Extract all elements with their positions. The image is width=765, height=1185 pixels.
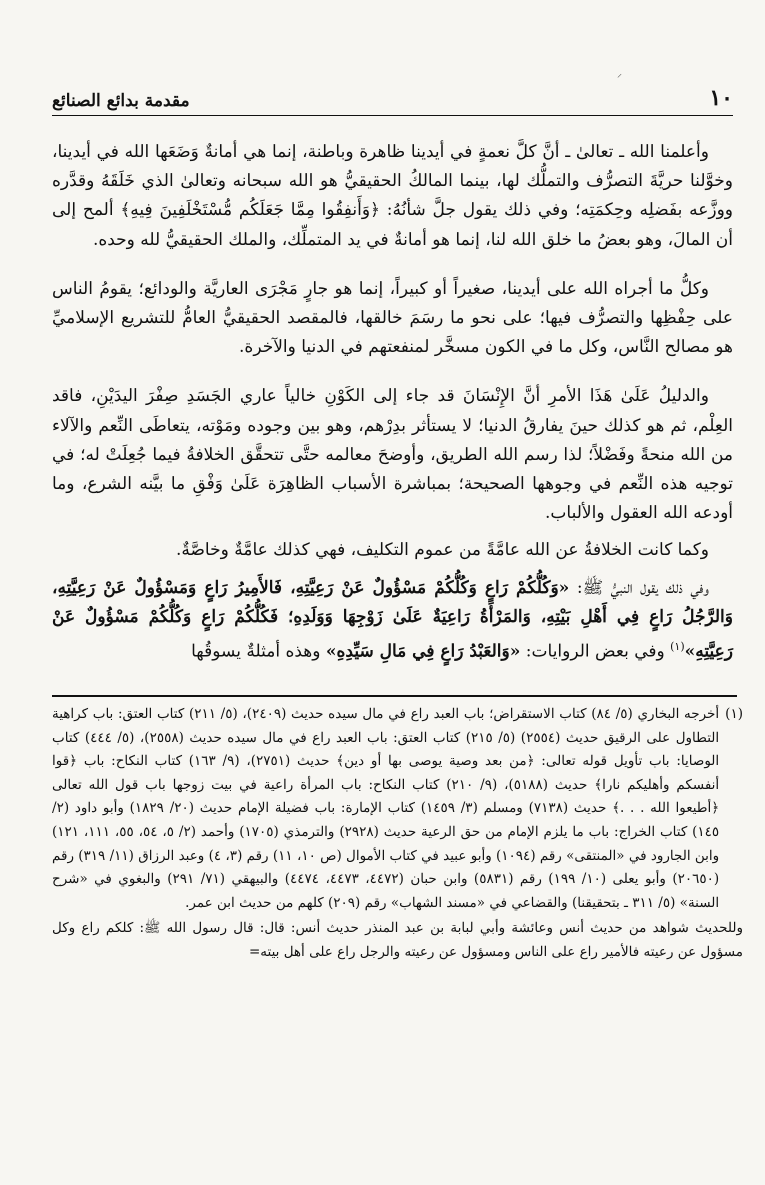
hadith-tail: وهذه أمثلةٌ يسوقُها	[191, 641, 326, 662]
hadith-quote-2: «وَالعَبْدُ رَاعٍ فِي مَالِ سَيِّدِهِ»	[325, 641, 521, 662]
footnote-separator	[52, 695, 737, 697]
page-header	[52, 86, 733, 116]
margin-mark: ⸌	[617, 73, 622, 84]
hadith-paragraph	[52, 574, 733, 667]
footnote-text: أخرجه البخاري (٥/ ٨٤) كتاب الاستقراض؛ باب العبد راع في مال سيده حديث (٢٤٠٩)، (٥/ ٢١١) كتاب العتق: باب كراهية التطاول على الرقيق حديث (٢٥٥٤) (٥/ ٢١٥) كتاب العتق: باب العبد راع في مال سيده حديث (٢٥٥٨)، (٥/ ٤٤٤) كتاب الوصايا: باب تأويل قوله تعالى: ﴿من بعد وصية يوصى بها أو دين﴾ حديث (٢٧٥١)، (٩/ ١٦٣) كتاب النكاح: باب ﴿قوا أنفسكم وأهليكم نارا﴾ حديث (٥١٨٨)، (٩/ ٢١٠) كتاب النكاح: باب المرأة راعية في بيت زوجها باب قول الله تعالى ﴿أطيعوا الله . . .﴾ حديث (٧١٣٨) ومسلم (٣/ ١٤٥٩) كتاب الإمارة: باب فضيلة الإمام حديث (٢٠/ ١٨٢٩) وأبو داود (٢/ ١٤٥) كتاب الخراج: باب ما يلزم الإمام من حق الرعية حديث (٢٩٢٨) والترمذي (١٧٠٥) وأحمد (٢/ ٥، ٥٤، ٥٥، ١١١، ١٢١) وابن الجارود في «المنتقى» رقم (١٠٩٤) وأبو عبيد في كتاب الأموال (ص ١٠، ١١) رقم (٣، ٤) وعبد الرزاق (١١/ ٣١٩) رقم (٢٠٦٥٠) وأبو يعلى (١٠/ ١٩٩) رقم (٥٨٣١) وابن حبان (٤٤٧٢، ٤٤٧٣، ٤٤٧٤) والبيهقي (٧١/ ٢٩١) والبغوي في «شرح السنة» (٥/ ٣١١ ـ بتحقيقنا) والقضاعي في «مسند الشهاب» رقم (٢٠٩) كلهم من حديث ابن عمر.	[52, 706, 720, 911]
footnotes	[52, 703, 743, 965]
footnote-number: (١)	[725, 706, 743, 722]
running-title: مقدمة بدائع الصنائع	[52, 91, 190, 111]
page-number: ١٠	[709, 85, 733, 111]
paragraph: والدليلُ عَلَىٰ هَذَا الأمرِ أنَّ الإِنْسَانَ قد جاء إلى الكَوْنِ خالياً عاري الجَسَدِ صِفْرَ اليدَيْنِ، فاقد العِلْم، ثم هو كذلك حينَ يفارقُ الدنيا؛ لا يستأثر بدِرْهم، وهو بين وجوده ومَوْته، يتعاطَى النِّعم والآلاء من الله منحةً وفَضْلاً؛ لذا رسم الله الطريق، وأوضحَ معالمه حتَّى تتحقَّق الخلافةُ فيما جُعِلَتْ له؛ في توجيه هذه النِّعم في وجوهها الصحيحة؛ بمباشرة الأسباب الظاهِرَة عَلَىٰ وَفْقِ ما بيَّنه الشرع، وما أودعه الله العقول والألباب.	[52, 386, 733, 524]
hadith-intro: وفي ذلك يقول النبيُّ ﷺ:	[569, 577, 709, 598]
paragraph: وكلُّ ما أجراه الله على أيدينا، صغيراً أو كبيراً، إنما هو جارٍ مَجْرَى العاريَّة والودائع؛ يقومُ الناس على حِفْظِها والتصرُّف فيها؛ على نحو ما رسَمَ خالقها، فالمقصد الحقيقيُّ العامُّ للتشريع الإسلاميِّ هو مصالح النَّاس، وكل ما في الكون مسخَّر لمنفعتهم في الدنيا والآخرة.	[52, 278, 733, 358]
footnote-continuation: وللحديث شواهد من حديث أنس وعائشة وأبي لبابة بن عبد المنذر حديث أنس: قال: قال رسول الله ﷺ: كلكم راع وكل مسؤول عن رعيته فالأمير راع على الناس ومسؤول عن رعيته والرجل راع على أهل بيته=	[52, 920, 743, 960]
main-text	[52, 138, 733, 687]
footnote-reference[interactable]: (١)	[670, 640, 685, 654]
footnote	[52, 703, 743, 915]
paragraph: وأعلمنا الله ـ تعالىٰ ـ أنَّ كلَّ نعمةٍ في أيدينا ظاهرة وباطنة، إنما هي أمانةٌ وَضَعَها الله في أيدينا، وخوَّلنا حريَّةَ التصرُّف والتملُّك لها، بينما المالكُ الحقيقيُّ هو الله سبحانه وتعالىٰ الذي خَلَقَهُ وقدَّره ووزَّعه بفَضلِه وحِكمَتِه؛ وفي ذلك يقول جلَّ شأنُهُ: ﴿وَأَنفِقُوا مِمَّا جَعَلَكُم مُّسْتَخْلَفِينَ فِيهِ﴾ ألمح إلى أن المالَ، وهو بعضُ ما خلق الله لنا، إنما هو أمانةٌ في يد المتملِّك، والملك الحقيقيُّ لله وحده.	[52, 142, 733, 250]
hadith-middle: وفي بعض الروايات:	[520, 641, 671, 662]
paragraph: وكما كانت الخلافةُ عن الله عامَّةً من عموم التكليف، فهي كذلك عامَّةٌ وخاصَّةٌ.	[175, 540, 709, 561]
hadith-quote: «وَكُلُّكُمْ رَاعٍ وَكُلُّكُمْ مَسْؤُولٌ عَنْ رَعِيَّتِهِ، فَالأَمِيرُ رَاعٍ وَمَسْؤُولٌ عَنْ رَعِيَّتِهِ، وَالرَّجُلُ رَاعٍ فِي أَهْلِ بَيْتِهِ، وَالمَرْأَةُ رَاعِيَةٌ عَلَىٰ زَوْجِهَا وَوَلَدِهِ؛ فَكُلُّكُمْ رَاعٍ وَكُلُّكُمْ مَسْؤُولٌ عَنْ رَعِيَّتِهِ»	[52, 577, 733, 662]
